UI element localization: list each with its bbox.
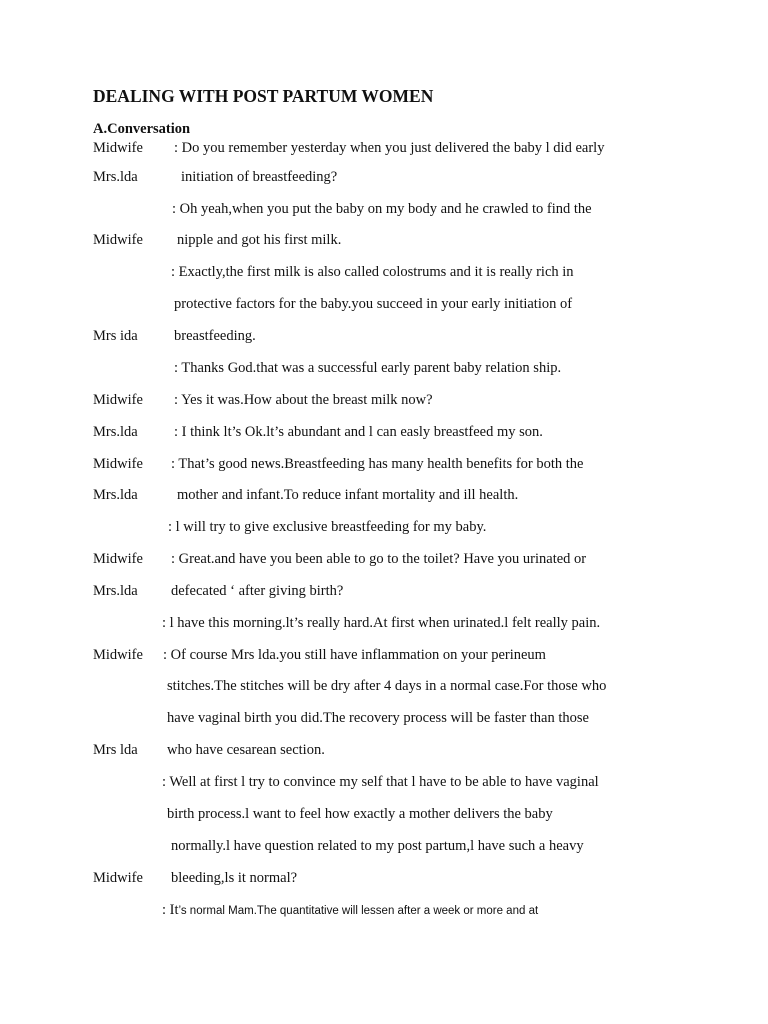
speaker-label: Mrs.lda <box>93 487 138 503</box>
dialogue-line: : Yes it was.How about the breast milk now? <box>174 392 433 408</box>
speaker-label: Midwife <box>93 647 143 663</box>
dialogue-line: : Oh yeah,when you put the baby on my body and he crawled to find the <box>172 201 592 217</box>
dialogue-line: : Exactly,the first milk is also called colostrums and it is really rich in <box>171 264 574 280</box>
dialogue-line: : l will try to give exclusive breastfeeding for my baby. <box>168 519 487 535</box>
dialogue-line: defecated ‘ after giving birth? <box>171 583 344 599</box>
dialogue-line: : l have this morning.lt’s really hard.At first when urinated.l felt really pain. <box>162 615 601 631</box>
dialogue-line: breastfeeding. <box>174 328 256 344</box>
speaker-label: Midwife <box>93 551 143 567</box>
document-title: DEALING WITH POST PARTUM WOMEN <box>93 86 434 106</box>
last-line-start: : It <box>162 902 179 918</box>
dialogue-line: mother and infant.To reduce infant mortality and ill health. <box>177 487 519 503</box>
dialogue-line: normally.l have question related to my post partum,l have such a heavy <box>171 838 584 854</box>
dialogue-line: : Well at first l try to convince my self that l have to be able to have vaginal <box>162 774 599 790</box>
section-heading: A.Conversation <box>93 121 191 137</box>
dialogue-line: : Great.and have you been able to go to the toilet? Have you urinated or <box>171 551 587 567</box>
speaker-label: Mrs.lda <box>93 424 138 440</box>
dialogue-line: have vaginal birth you did.The recovery process will be faster than those <box>167 710 589 726</box>
speaker-label: Mrs.lda <box>93 583 138 599</box>
speaker-label: Midwife <box>93 456 143 472</box>
speaker-label: Mrs lda <box>93 742 138 758</box>
dialogue-line-last <box>162 901 538 920</box>
dialogue-line: initiation of breastfeeding? <box>181 169 338 185</box>
dialogue-line: bleeding,ls it normal? <box>171 870 298 886</box>
dialogue-line: : Do you remember yesterday when you just delivered the baby l did early <box>174 140 605 156</box>
speaker-label: Midwife <box>93 392 143 408</box>
speaker-label: Midwife <box>93 232 143 248</box>
speaker-label: Midwife <box>93 140 143 156</box>
last-line-rest: ’s normal Mam.The quantitative will lessen after a week or more and at <box>178 905 539 917</box>
dialogue-line: protective factors for the baby.you succeed in your early initiation of <box>174 296 573 312</box>
dialogue-line: stitches.The stitches will be dry after 4 days in a normal case.For those who <box>167 678 607 694</box>
speaker-label: Mrs.lda <box>93 169 138 185</box>
dialogue-line: : That’s good news.Breastfeeding has many health benefits for both the <box>171 456 584 472</box>
dialogue-line: birth process.l want to feel how exactly a mother delivers the baby <box>167 806 553 822</box>
dialogue-line: who have cesarean section. <box>167 742 325 758</box>
dialogue-line: : Of course Mrs lda.you still have inflammation on your perineum <box>163 647 546 663</box>
dialogue-line: : I think lt’s Ok.lt’s abundant and l can easly breastfeed my son. <box>174 424 543 440</box>
speaker-label: Midwife <box>93 870 143 886</box>
speaker-label: Mrs ida <box>93 328 138 344</box>
dialogue-line: nipple and got his first milk. <box>177 232 342 248</box>
dialogue-line: : Thanks God.that was a successful early parent baby relation ship. <box>174 360 562 376</box>
